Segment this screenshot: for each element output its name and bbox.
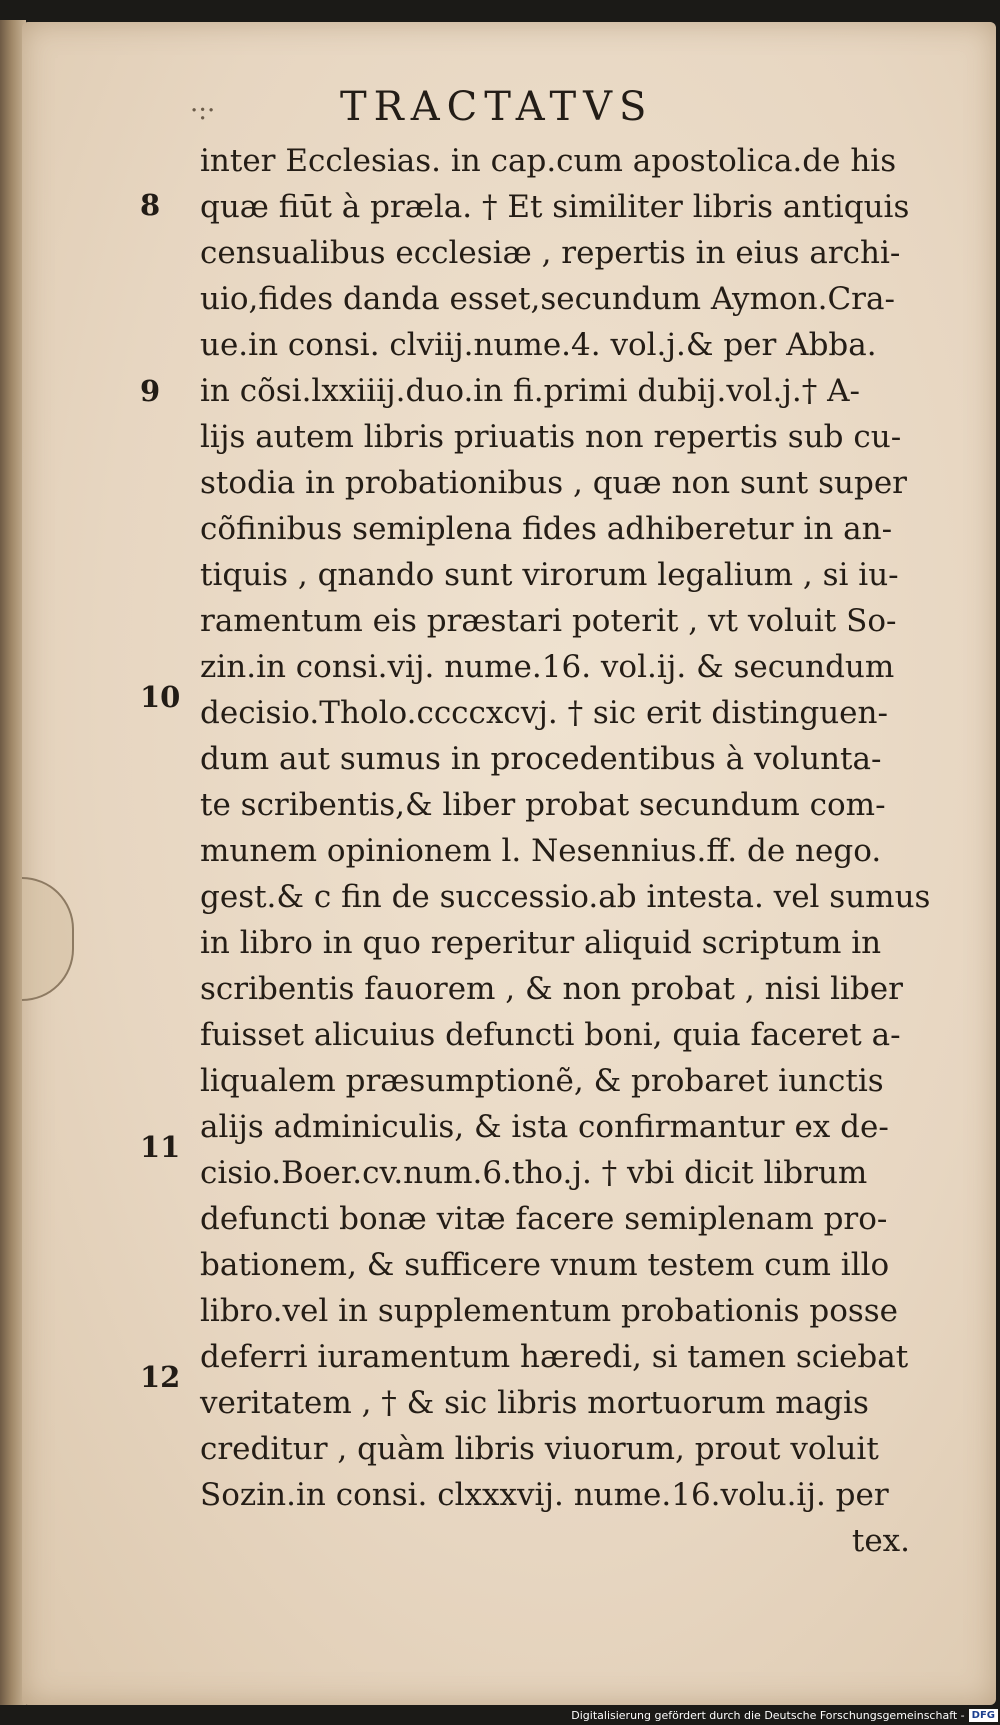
footer-credit-bar — [571, 1705, 998, 1725]
marginal-number: 11 — [140, 1130, 181, 1164]
text-line: dum aut sumus in procedentibus à volunta- — [200, 741, 882, 777]
bookmark-tab — [22, 877, 74, 1001]
text-line: cisio.Boer.cv.num.6.tho.j. † vbi dicit librum — [200, 1155, 868, 1191]
text-line: libro.vel in supplementum probationis posse — [200, 1293, 899, 1329]
text-line: lijs autem libris priuatis non repertis sub cu- — [200, 419, 902, 455]
dfg-logo: DFG — [969, 1709, 998, 1722]
text-line: alijs adminiculis, & ista confirmantur ex de- — [200, 1109, 889, 1145]
catchword: tex. — [851, 1523, 910, 1559]
marginal-number: 12 — [140, 1360, 181, 1394]
text-line: fuisset alicuius defuncti boni, quia faceret a- — [200, 1017, 901, 1053]
text-line: in cõsi.lxxiiij.duo.in fi.primi dubij.vol.j.† A- — [200, 373, 860, 409]
text-line: bationem, & sufficere vnum testem cum illo — [200, 1247, 890, 1283]
text-line: defuncti bonæ vitæ facere semiplenam pro- — [200, 1201, 888, 1237]
text-line: munem opinionem l. Nesennius.ff. de nego. — [200, 833, 882, 869]
text-line: scribentis fauorem , & non probat , nisi liber — [200, 971, 903, 1007]
text-line: tiquis , qnando sunt virorum legalium , si iu- — [200, 557, 899, 593]
text-line: zin.in consi.vij. nume.16. vol.ij. & secundum — [200, 649, 895, 685]
footer-credit-text: Digitalisierung gefördert durch die Deutsche Forschungsgemeinschaft - — [571, 1708, 965, 1722]
text-line: deferri iuramentum hæredi, si tamen sciebat — [200, 1339, 909, 1375]
text-line: stodia in probationibus , quæ non sunt super — [200, 465, 907, 501]
running-title: TRACTATVS — [340, 84, 654, 130]
marginal-number: 9 — [140, 374, 161, 408]
text-line: cõfinibus semiplena fides adhiberetur in an- — [200, 511, 893, 547]
text-line: gest.& c fin de successio.ab intesta. vel sumus — [200, 879, 931, 915]
text-line: ue.in consi. clviij.nume.4. vol.j.& per Abba. — [200, 327, 877, 363]
text-line: liqualem præsumptionẽ, & probaret iunctis — [200, 1063, 884, 1099]
text-line: ramentum eis præstari poterit , vt voluit So- — [200, 603, 897, 639]
marginal-number: 8 — [140, 188, 161, 222]
text-line: quæ fiūt à præla. † Et similiter libris antiquis — [200, 189, 910, 225]
text-line: in libro in quo reperitur aliquid scriptum in — [200, 925, 882, 961]
text-line: censualibus ecclesiæ , repertis in eius archi- — [200, 235, 901, 271]
text-line: decisio.Tholo.ccccxcvj. † sic erit distinguen- — [200, 695, 888, 731]
text-line: uio,fides danda esset,secundum Aymon.Cra- — [200, 281, 895, 317]
text-line: veritatem , † & sic libris mortuorum magis — [200, 1385, 869, 1421]
text-line: Sozin.in consi. clxxxvij. nume.16.volu.ij. per — [200, 1477, 889, 1513]
body-text — [200, 138, 931, 1564]
text-line: creditur , quàm libris viuorum, prout voluit — [200, 1431, 879, 1467]
text-line: te scribentis,& liber probat secundum com- — [200, 787, 886, 823]
head-ornament: ·:· — [190, 96, 216, 126]
text-line: inter Ecclesias. in cap.cum apostolica.de his — [200, 143, 897, 179]
marginal-number: 10 — [140, 680, 181, 714]
